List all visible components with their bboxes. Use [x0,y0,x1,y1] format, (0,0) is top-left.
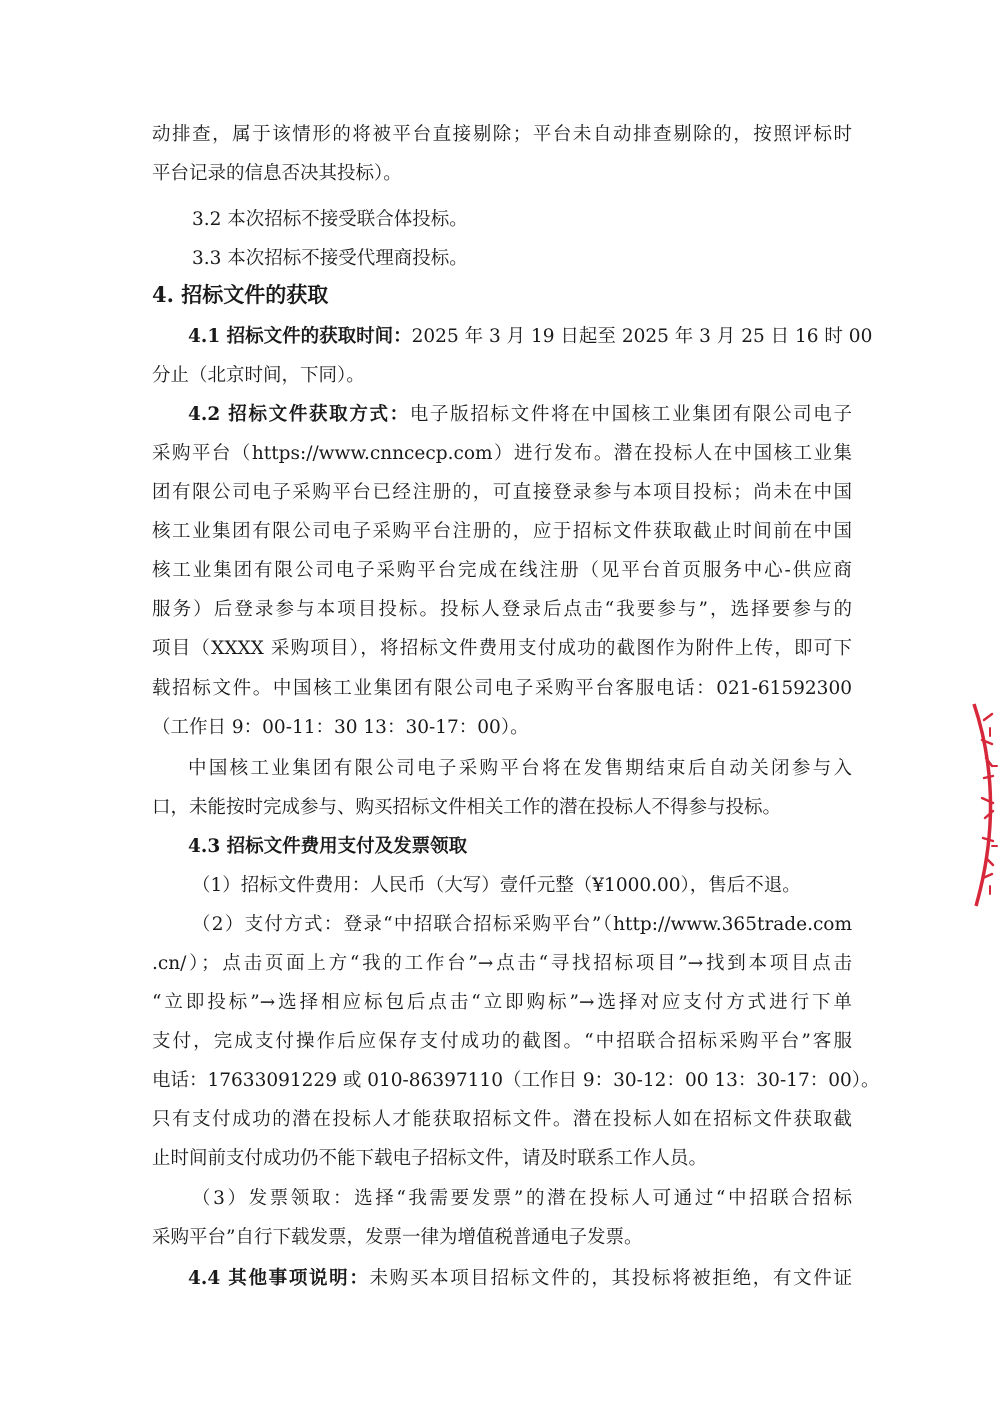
section-4-2-line-7: 项目（XXXX 采购项目），将招标文件费用支付成功的截图作为附件上传，即可下 [152,638,852,659]
section-4-2-text: 电子版招标文件将在中国核工业集团有限公司电子 [409,404,852,425]
section-4-4-text: 未购买本项目招标文件的，其投标将被拒绝，有文件证 [369,1268,852,1289]
section-3-3: 3.3 本次招标不接受代理商投标。 [192,248,468,269]
section-4-3-item-2-line-7: 止时间前支付成功仍不能下载电子招标文件，请及时联系工作人员。 [152,1148,708,1169]
section-4-2-line-9: （工作日 9：00-11：30 13：30-17：00）。 [152,717,529,738]
closing-paragraph-line-2: 口，未能按时完成参与、购买招标文件相关工作的潜在投标人不得参与投标。 [152,797,782,818]
section-4-1-line-2: 分止（北京时间，下同）。 [152,365,365,386]
section-4-3-item-2-line-2: .cn/）；点击页面上方“我的工作台”→点击“寻找招标项目”→找到本项目点击 [152,953,852,974]
section-4-3-item-2-line-1: （2）支付方式：登录“中招联合招标采购平台”（http://www.365trade.com [192,914,852,935]
paragraph-continued-line-1: 动排查，属于该情形的将被平台直接剔除；平台未自动排查剔除的，按照评标时 [152,124,852,145]
section-4-2-line-4: 核工业集团有限公司电子采购平台注册的，应于招标文件获取截止时间前在中国 [152,521,852,542]
section-4-3-heading: 4.3 招标文件费用支付及发票领取 [188,836,468,857]
section-4-1-text: 2025 年 3 月 19 日起至 2025 年 3 月 25 日 16 时 00 [411,326,873,347]
section-4-2-line-5: 核工业集团有限公司电子采购平台完成在线注册（见平台首页服务中心-供应商 [152,560,852,581]
section-4-3-item-3-line-2: 采购平台”自行下载发票，发票一律为增值税普通电子发票。 [152,1227,643,1248]
section-4-2-line-8: 载招标文件。中国核工业集团有限公司电子采购平台客服电话：021-61592300 [152,678,852,699]
section-4-3-item-3-line-1: （3）发票领取：选择“我需要发票”的潜在投标人可通过“中招联合招标 [192,1188,852,1209]
section-4-3-item-2-line-4: 支付，完成支付操作后应保存支付成功的截图。“中招联合招标采购平台”客服 [152,1031,852,1052]
section-4-1-line-1 [188,324,873,350]
section-4-2-line-6: 服务）后登录参与本项目投标。投标人登录后点击“我要参与”，选择要参与的 [152,599,852,620]
section-4-3-item-2-line-5: 电话：17633091229 或 010-86397110（工作日 9：30-12：00 13：30-17：00）。 [152,1070,880,1091]
section-4-3-item-1: （1）招标文件费用：人民币（大写）壹仟元整（¥1000.00），售后不退。 [192,875,801,896]
section-4-4-label: 4.4 其他事项说明： [188,1268,370,1289]
section-4-heading: 4. 招标文件的获取 [152,282,329,307]
red-seal-icon [970,700,1000,910]
section-4-3-item-2-line-3: “立即投标”→选择相应标包后点击“立即购标”→选择对应支付方式进行下单 [152,992,852,1013]
paragraph-continued-line-2: 平台记录的信息否决其投标）。 [152,163,402,184]
section-4-3-item-2-line-6: 只有支付成功的潜在投标人才能获取招标文件。潜在投标人如在招标文件获取截 [152,1109,852,1130]
closing-paragraph-line-1: 中国核工业集团有限公司电子采购平台将在发售期结束后自动关闭参与入 [188,758,852,779]
section-4-2-label: 4.2 招标文件获取方式： [188,404,410,425]
section-4-2-line-2: 采购平台（https://www.cnncecp.com）进行发布。潜在投标人在中国核工业集 [152,443,852,464]
section-4-2-line-3: 团有限公司电子采购平台已经注册的，可直接登录参与本项目投标；尚未在中国 [152,482,852,503]
section-4-4-line-1 [188,1266,852,1292]
section-4-2-line-1 [188,402,852,428]
section-3-2: 3.2 本次招标不接受联合体投标。 [192,209,468,230]
section-4-1-label: 4.1 招标文件的获取时间： [188,326,412,347]
